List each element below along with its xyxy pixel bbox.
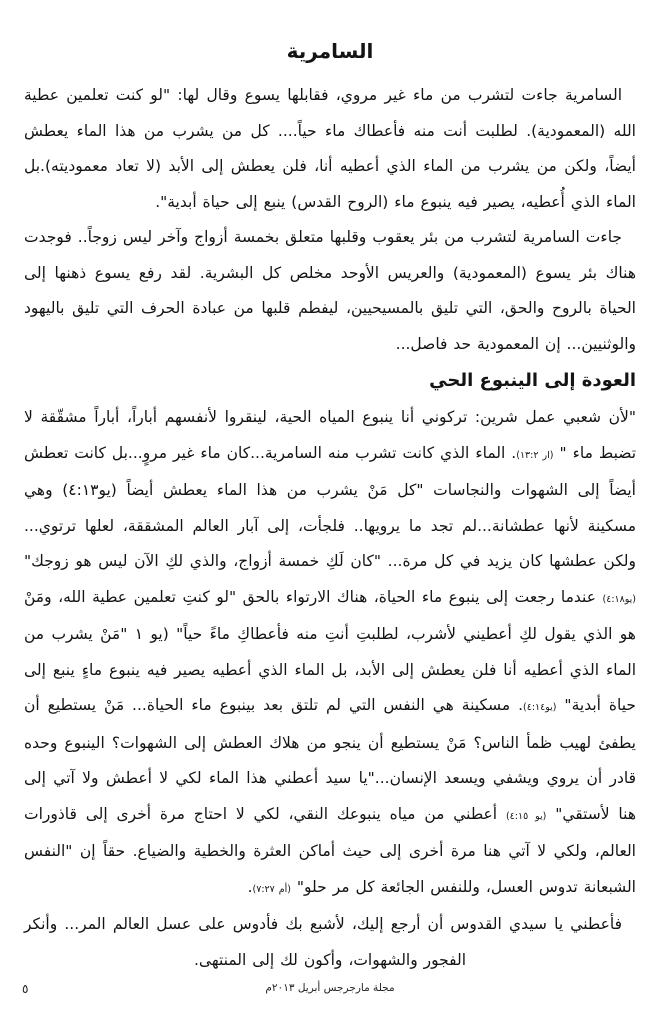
paragraph (24, 220, 636, 362)
verse-reference: (ار ١٣:٢) (516, 449, 554, 461)
verse-reference: (يو٤:١٨) (602, 593, 636, 605)
text-run: السامرية جاءت لتشرب من ماء غير مروي، فقابلها يسوع وقال لها: "لو كنت تعلمين عطية الله (المعمودية). لطلبت أنت منه فأعطاك ماء حياً.... كل من يشرب من هذا الماء يعطش أيضاً، ولكن من يشرب من الماء الذي أعطيه أنا، فلن يعطش إلى الأبد (لا تعاد معموديته).بل الماء الذي أُعطيه، يصير فيه ينبوع ماء (الروح القدس) ينبع إلى حياة أبدية". (24, 86, 636, 211)
verse-reference: (يو ٤:١٥) (505, 810, 547, 822)
text-run: أعطني من مياه ينبوعك النقي، لكي لا احتاج مرة أخرى إلى قاذورات العالم، ولكي لا آتي هنا مرة أخرى إلى حيث أماكن العثرة والخطية والضياع. حقاً إن "النفس الشبعانة تدوس العسل، وللنفس الجائعة كل مر حلو" (24, 804, 636, 896)
page-title: السامرية (286, 39, 374, 63)
footer-journal-line: مجلة مارجرجس أبريل ٢٠١٣م (265, 982, 395, 994)
article-body (24, 78, 636, 978)
verse-reference: (يو٤:١٤) (523, 702, 557, 713)
text-run: "لأن شعبي عمل شرين: تركوني أنا ينبوع المياه الحية، لينقروا لأنفسهم أباراً، أباراً مشقّقة لا تضبط ماء " (24, 408, 637, 462)
text-run: . (247, 877, 253, 896)
paragraph (24, 78, 636, 220)
paragraph (24, 907, 636, 978)
text-run: . مسكينة هي النفس التي لم تلتق بعد بينبوع ماء الحياة... مَنْ يستطيع أن يطفئ لهيب ظمأ الناس؟ مَنْ يستطيع أن ينجو من هلاك العطش إلى الشهوات؟ الينبوع وحده قادر أن يروي ويشفي ويسعد الإنسان..."يا سيد أعطني هذا الماء لكي لا أعطش ولا آتي إلى هنا لأستقي" (24, 696, 637, 823)
verse-reference: (أم ٧:٢٧) (252, 883, 291, 895)
text-run: فأعطني يا سيدي القدوس أن أرجع إليك، لأشبع بك فأدوس على عسل العالم المر... وأنكر الفجور والشهوات، وأكون لك إلى المنتهى. (24, 915, 622, 969)
text-run: جاءت السامرية لتشرب من بئر يعقوب وقلبها متعلق بخمسة أزواج وآخر ليس زوجاً.. فوجدت هناك بئر يسوع (المعمودية) والعريس الأوحد مخلص كل البشرية. لقد رفع يسوع ذهنها إلى الحياة بالروح والحق، التي تليق بالمسيحيين، ليفطم قلبها من عبادة الحرف التي تليق باليهود والوثنيين... إن المعمودية حد فاصل... (24, 228, 636, 353)
text-run: . الماء الذي كانت تشرب منه السامرية...كان ماء غير مروٍ...بل كانت تعطش أيضاً إلى الشهوات والنجاسات "كل مَنْ يشرب من هذا الماء يعطش أيضاً (يو٤:١٣) وهي مسكينة لأنها عطشانة...لم تجد ما يرويها.. فلجأت، إلى آبار العالم المشققة، لعلها ترتوي... ولكن عطشها كان يزيد في كل مرة... "كان لَكِ خمسة أزواج، والذي لكِ الآن ليس هو زوجك" (24, 443, 636, 570)
page-number: ٥ (22, 982, 29, 996)
text-run: عندما رجعت إلى ينبوع ماء الحياة، هناك الارتواء بالحق "لو كنتِ تعلمين عطية الله، ومَنْ هو الذي يقول لكِ أعطيني لأشرب، لطلبتِ أنتِ منه فأعطاكِ ماءً حياً" (يو ١ "مَنْ يشرب من الماء الذي أعطيه أنا فلن يعطش إلى الأبد، بل الماء الذي أعطيه يصير فيه ينبوع ماءٍ ينبع إلى حياة أبدية" (24, 587, 636, 714)
paragraph (24, 400, 636, 907)
section-heading: العودة إلى الينبوع الحي (429, 370, 636, 391)
